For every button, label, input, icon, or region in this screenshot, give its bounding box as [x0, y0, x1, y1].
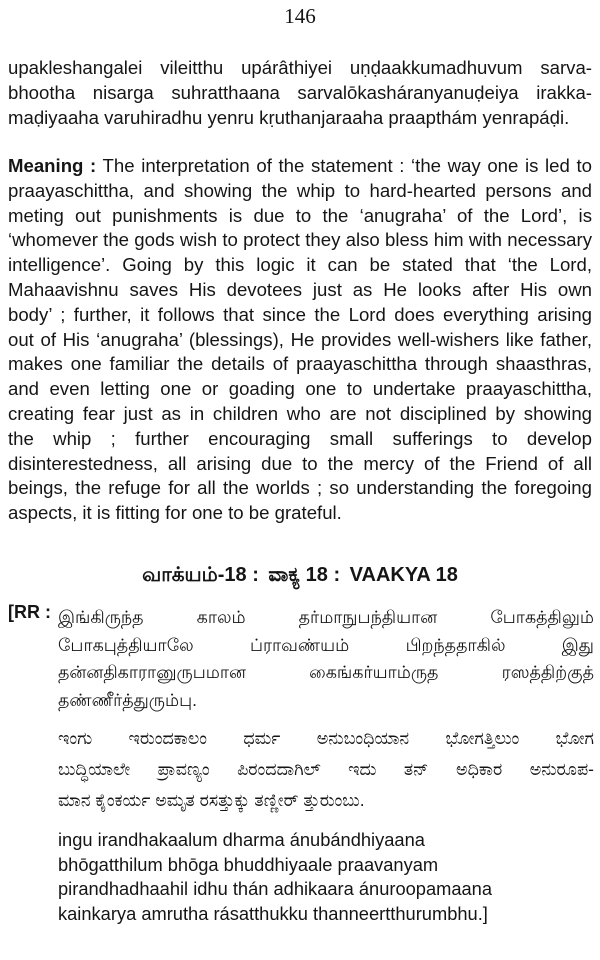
tamil-line: தண்ணீர்த்துரும்பு. [58, 689, 197, 710]
text-line: upakleshangalei vileitthu upárâthiyei uṇḍaakkumadhuvum sarva- [8, 57, 592, 78]
meaning-first-line: The interpretation of the statement : ‘the way one is led to [102, 155, 592, 176]
tamil-line: இங்கிருந்த காலம் தர்மாநுபந்தியான போகத்திலும் [58, 607, 594, 627]
tamil-verse [58, 604, 594, 714]
tamil-line: தன்னதிகாரானுருபமான கைங்கர்யாம்ருத ரஸத்திற்குத் [58, 662, 594, 682]
text-line: Mahaavishnu saves His devotees just as He looks after His own [8, 278, 592, 300]
text-line: ‘whomever the gods wish to protect they also bless him with necessary [8, 229, 592, 251]
text-line [8, 154, 592, 179]
translit-line: bhōgatthilum bhōga bhuddhiyaale praavanyam [58, 853, 439, 875]
kannada-line: ಇಂಗು ಇರುಂದಕಾಲಂ ಧರ್ಮ ಅನುಬಂಧಿಯಾನ ಭೋಗತ್ತಿಲುಂ ಭೋಗ [58, 728, 594, 748]
meaning-label: Meaning : [8, 155, 97, 176]
heading-tamil: வாக்யம்-18 : [142, 564, 259, 586]
text-line: the whip ; further encouraging small sufferings to develop [8, 427, 592, 449]
text-line: beings, the refuge for all the worlds ; so understanding the foregoing [8, 477, 592, 499]
text-line: praayaschittha, and showing the whip to hard-hearted persons and [8, 179, 592, 201]
kannada-line: ಬುದ್ಧಿಯಾಲೇ ಪ್ರಾವಣ್ಯಂ ಪಿರಂದದಾಗಿಲ್ ಇದು ತನ್ ಅಧಿಕಾರ ಅನುರೂಪ- [58, 759, 594, 779]
kannada-verse [58, 723, 594, 816]
heading-kannada: ವಾಕ್ಯ 18 : [268, 564, 341, 586]
text-line: creating fear just as in children who are not disciplined by showing [8, 402, 592, 424]
rr-tag: [RR : [8, 602, 51, 622]
tamil-line: போகபுத்தியாலே ப்ராவண்யம் பிறந்ததாகில் இது [58, 634, 594, 655]
heading-english: VAAKYA 18 [349, 564, 458, 586]
kannada-line: ಮಾನ ಕೈಂಕರ್ಯ ಅಮೃತ ರಸತ್ತುಕ್ಕು ತಣ್ಣೀರ್ ತ್ತುರುಂಬು. [58, 790, 365, 810]
text-line: and even letting one or goading one to undertake praayaschittha, [8, 378, 592, 400]
transliteration-paragraph [8, 56, 592, 130]
text-line: disinterestedness, all arising due to the mercy of the Friend of all [8, 452, 592, 474]
translit-line: ingu irandhakaalum dharma ánubándhiyaana [58, 829, 425, 850]
text-line: maḍiyaaha varuhiradhu yenru kṛuthanjaraaha praapthám yenrapáḍi. [8, 106, 570, 128]
text-line: body’ ; further, it follows that since the Lord does everything arising [8, 303, 592, 325]
transliteration-verse [58, 828, 594, 926]
text-line: out of His ‘anugraha’ (blessings), He provides well-wishers like father, [8, 328, 592, 350]
text-line: meting out punishments is due to the ‘anugraha’ of the Lord’, is [8, 204, 592, 226]
page-number: 146 [284, 4, 316, 28]
text-line: aspects, it is fitting for one to be grateful. [8, 502, 342, 524]
section-heading [0, 564, 600, 589]
text-line: intelligence’. Going by this logic it can be stated that ‘the Lord, [8, 254, 592, 276]
meaning-paragraph [8, 154, 592, 526]
text-line: bhootha nisarga suhratthaana sarvalōkasháranyanuḍeiya irakka- [8, 81, 592, 103]
text-line: makes one familiar the details of praayaschittha through shaasthras, [8, 353, 592, 375]
translit-line: pirandhadhaahil idhu thán adhikaara ánuroopamaana [58, 878, 493, 899]
translit-line: kainkarya amrutha rásatthukku thanneertthurumbhu.] [58, 902, 488, 924]
